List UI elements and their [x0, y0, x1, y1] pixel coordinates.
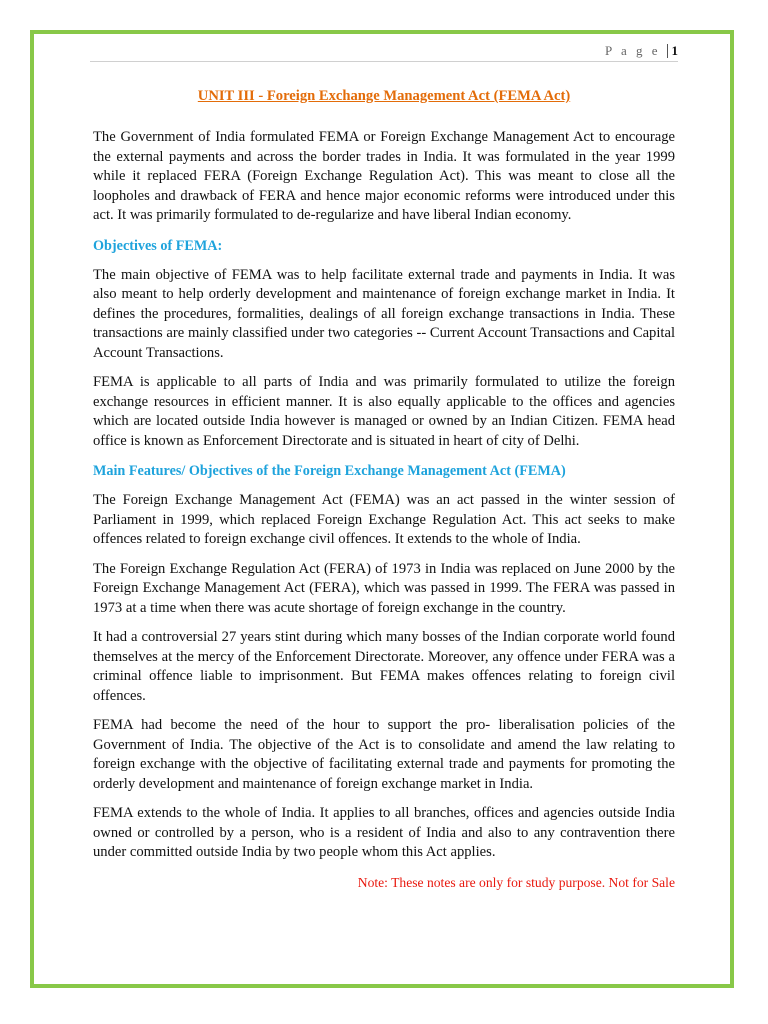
page-label: P a g e [604, 43, 661, 58]
page-number: 1 [671, 43, 678, 58]
section-heading-main-features: Main Features/ Objectives of the Foreign Exchange Management Act (FEMA) [93, 463, 566, 479]
document-title: UNIT III - Foreign Exchange Management Act (FEMA Act) [197, 88, 571, 104]
paragraph: The Foreign Exchange Management Act (FEMA) was an act passed in the winter session of Parliament in 1999, which replaced Foreign Exchange Regulation Act. This act seeks to make offences related to foreign exchange civil offences. It extends to the whole of India. [93, 492, 675, 547]
paragraph: FEMA had become the need of the hour to support the pro- liberalisation policies of the Government of India. The objective of the Act is to consolidate and amend the law relating to foreign exchange with the objective of facilitating external trade and payments for promoting the orderly development and maintenance of foreign exchange market in India. [93, 717, 675, 792]
paragraph: The main objective of FEMA was to help facilitate external trade and payments in India. It was also meant to help orderly development and maintenance of foreign exchange market in India. It defines the procedures, formalities, dealings of all foreign exchange transactions in India. These transactions are mainly classified under two categories -- Current Account Transactions and Capital Account Transactions. [93, 266, 675, 361]
footer-note: Note: These notes are only for study purpose. Not for Sale [357, 874, 675, 890]
section-heading-objectives: Objectives of FEMA: [93, 237, 223, 254]
page-header [605, 43, 678, 59]
intro-paragraph: The Government of India formulated FEMA or Foreign Exchange Management Act to encourage the external payments and across the border trades in India. It was formulated in the year 1999 while it replaced FERA (Foreign Exchange Regulation Act). This was meant to close all the loopholes and drawback of FERA and hence major economic reforms were introduced under this act. It was primarily formulated to de-regularize and have liberal Indian economy. [93, 129, 675, 223]
paragraph: It had a controversial 27 years stint during which many bosses of the Indian corporate world found themselves at the mercy of the Enforcement Directorate. Moreover, any offence under FERA was a criminal offence liable to imprisonment. But FEMA makes offences relating to foreign civil offences. [93, 629, 675, 704]
header-rule [90, 61, 678, 62]
paragraph: The Foreign Exchange Regulation Act (FERA) of 1973 in India was replaced on June 2000 by the Foreign Exchange Management Act (FERA), which was passed in 1999. The FERA was passed in 1973 at a time when there was acute shortage of foreign exchange in the country. [93, 560, 675, 616]
document-body [93, 86, 675, 893]
page-separator [667, 44, 668, 58]
paragraph: FEMA extends to the whole of India. It applies to all branches, offices and agencies outside India owned or controlled by a person, who is a resident of India and also to any contravention there under committed outside India by two people whom this Act applies. [93, 805, 675, 860]
paragraph: FEMA is applicable to all parts of India and was primarily formulated to utilize the foreign exchange resources in efficient manner. It is also equally applicable to the offices and agencies which are located outside India however is managed or owned by an Indian Citizen. FEMA head office is known as Enforcement Directorate and is situated in heart of city of Delhi. [93, 374, 675, 449]
